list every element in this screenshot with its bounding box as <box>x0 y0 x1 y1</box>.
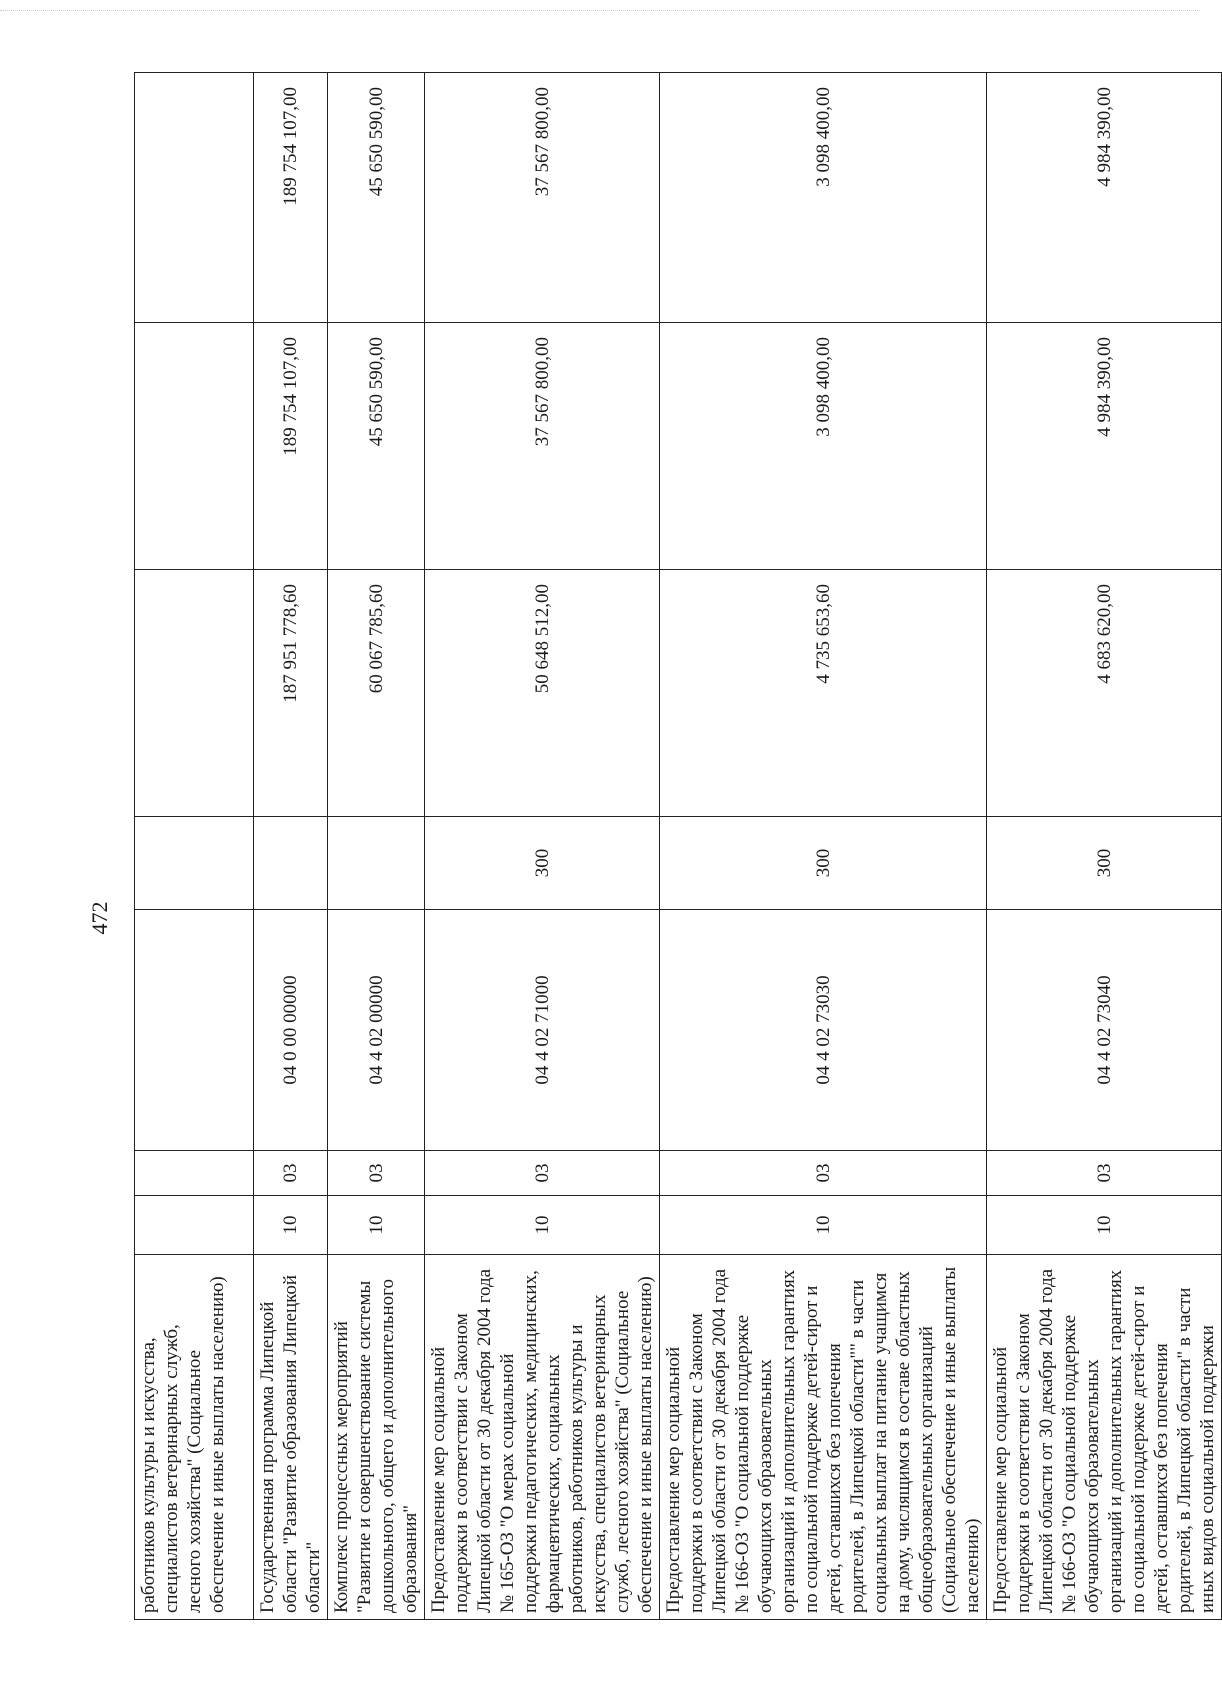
amount-3: 4 984 390,00 <box>987 73 1222 323</box>
section-code: 10 <box>425 1196 660 1255</box>
amount-1: 50 648 512,00 <box>425 570 660 817</box>
expense-type-code <box>328 817 425 910</box>
section-code: 10 <box>987 1196 1222 1255</box>
target-article-code: 04 4 02 73030 <box>660 910 987 1151</box>
section-code: 10 <box>328 1196 425 1255</box>
subsection-code: 03 <box>660 1151 987 1196</box>
scan-edge <box>0 0 1200 11</box>
subsection-code <box>135 1151 254 1196</box>
row-description: Предоставление мер социальной поддержки в соответствии с Законом Липецкой области от 30 декабря 2004 года № 165-ОЗ "О мерах социальной поддержки педагогических, медицинских, фармацевтических, социальных работников, работников культуры и искусства, специалистов ветеринарных служб, лесного хозяйства" (Социальное обеспечение и иные выплаты населению) <box>425 1255 660 1620</box>
amount-3: 45 650 590,00 <box>328 73 425 323</box>
amount-1: 60 067 785,60 <box>328 570 425 817</box>
section-code <box>135 1196 254 1255</box>
subsection-code: 03 <box>328 1151 425 1196</box>
table-row <box>660 73 987 1620</box>
amount-3: 3 098 400,00 <box>660 73 987 323</box>
table-row <box>425 73 660 1620</box>
expense-type-code: 300 <box>660 817 987 910</box>
row-description: Комплекс процессных мероприятий "Развитие и совершенствование системы дошкольного, общего и дополнительного образования" <box>328 1255 425 1620</box>
subsection-code: 03 <box>987 1151 1222 1196</box>
section-code: 10 <box>254 1196 328 1255</box>
section-code: 10 <box>660 1196 987 1255</box>
page-number: 472 <box>87 901 112 935</box>
expense-type-code <box>135 817 254 910</box>
row-description: Предоставление мер социальной поддержки в соответствии с Законом Липецкой области от 30 декабря 2004 года № 166-ОЗ "О социальной поддержке обучающихся образовательных организаций и дополнительных гарантиях по социальной поддержке детей-сирот и детей, оставшихся без попечения родителей, в Липецкой области" в части иных видов социальной поддержки <box>987 1255 1222 1620</box>
expense-type-code: 300 <box>425 817 660 910</box>
budget-table-rotated <box>134 73 1218 1620</box>
amount-3 <box>135 73 254 323</box>
target-article-code: 04 4 02 71000 <box>425 910 660 1151</box>
amount-2: 37 567 800,00 <box>425 323 660 570</box>
amount-2: 189 754 107,00 <box>254 323 328 570</box>
budget-table <box>134 72 1222 1620</box>
target-article-code: 04 0 00 00000 <box>254 910 328 1151</box>
row-description: Государственная программа Липецкой области "Развитие образования Липецкой области" <box>254 1255 328 1620</box>
amount-2: 4 984 390,00 <box>987 323 1222 570</box>
amount-1 <box>135 570 254 817</box>
subsection-code: 03 <box>425 1151 660 1196</box>
expense-type-code: 300 <box>987 817 1222 910</box>
target-article-code: 04 4 02 00000 <box>328 910 425 1151</box>
table-row <box>987 73 1222 1620</box>
table-row <box>254 73 328 1620</box>
row-description: Предоставление мер социальной поддержки в соответствии с Законом Липецкой области от 30 декабря 2004 года № 166-ОЗ "О социальной поддержке обучающихся образовательных организаций и дополнительных гарантиях по социальной поддержке детей-сирот и детей, оставшихся без попечения родителей, в Липецкой области"" в части социальных выплат на питание учащимся на дому, числящимся в составе областных общеобразовательных организаций (Социальное обеспечение и иные выплаты населению) <box>660 1255 987 1620</box>
target-article-code <box>135 910 254 1151</box>
row-description: работников культуры и искусства, специалистов ветеринарных служб, лесного хозяйства" (Социальное обеспечение и иные выплаты населению) <box>135 1255 254 1620</box>
table-row <box>135 73 254 1620</box>
table-row <box>328 73 425 1620</box>
amount-3: 37 567 800,00 <box>425 73 660 323</box>
amount-2: 3 098 400,00 <box>660 323 987 570</box>
amount-1: 4 735 653,60 <box>660 570 987 817</box>
amount-1: 4 683 620,00 <box>987 570 1222 817</box>
target-article-code: 04 4 02 73040 <box>987 910 1222 1151</box>
amount-3: 189 754 107,00 <box>254 73 328 323</box>
expense-type-code <box>254 817 328 910</box>
subsection-code: 03 <box>254 1151 328 1196</box>
amount-2 <box>135 323 254 570</box>
amount-2: 45 650 590,00 <box>328 323 425 570</box>
amount-1: 187 951 778,60 <box>254 570 328 817</box>
